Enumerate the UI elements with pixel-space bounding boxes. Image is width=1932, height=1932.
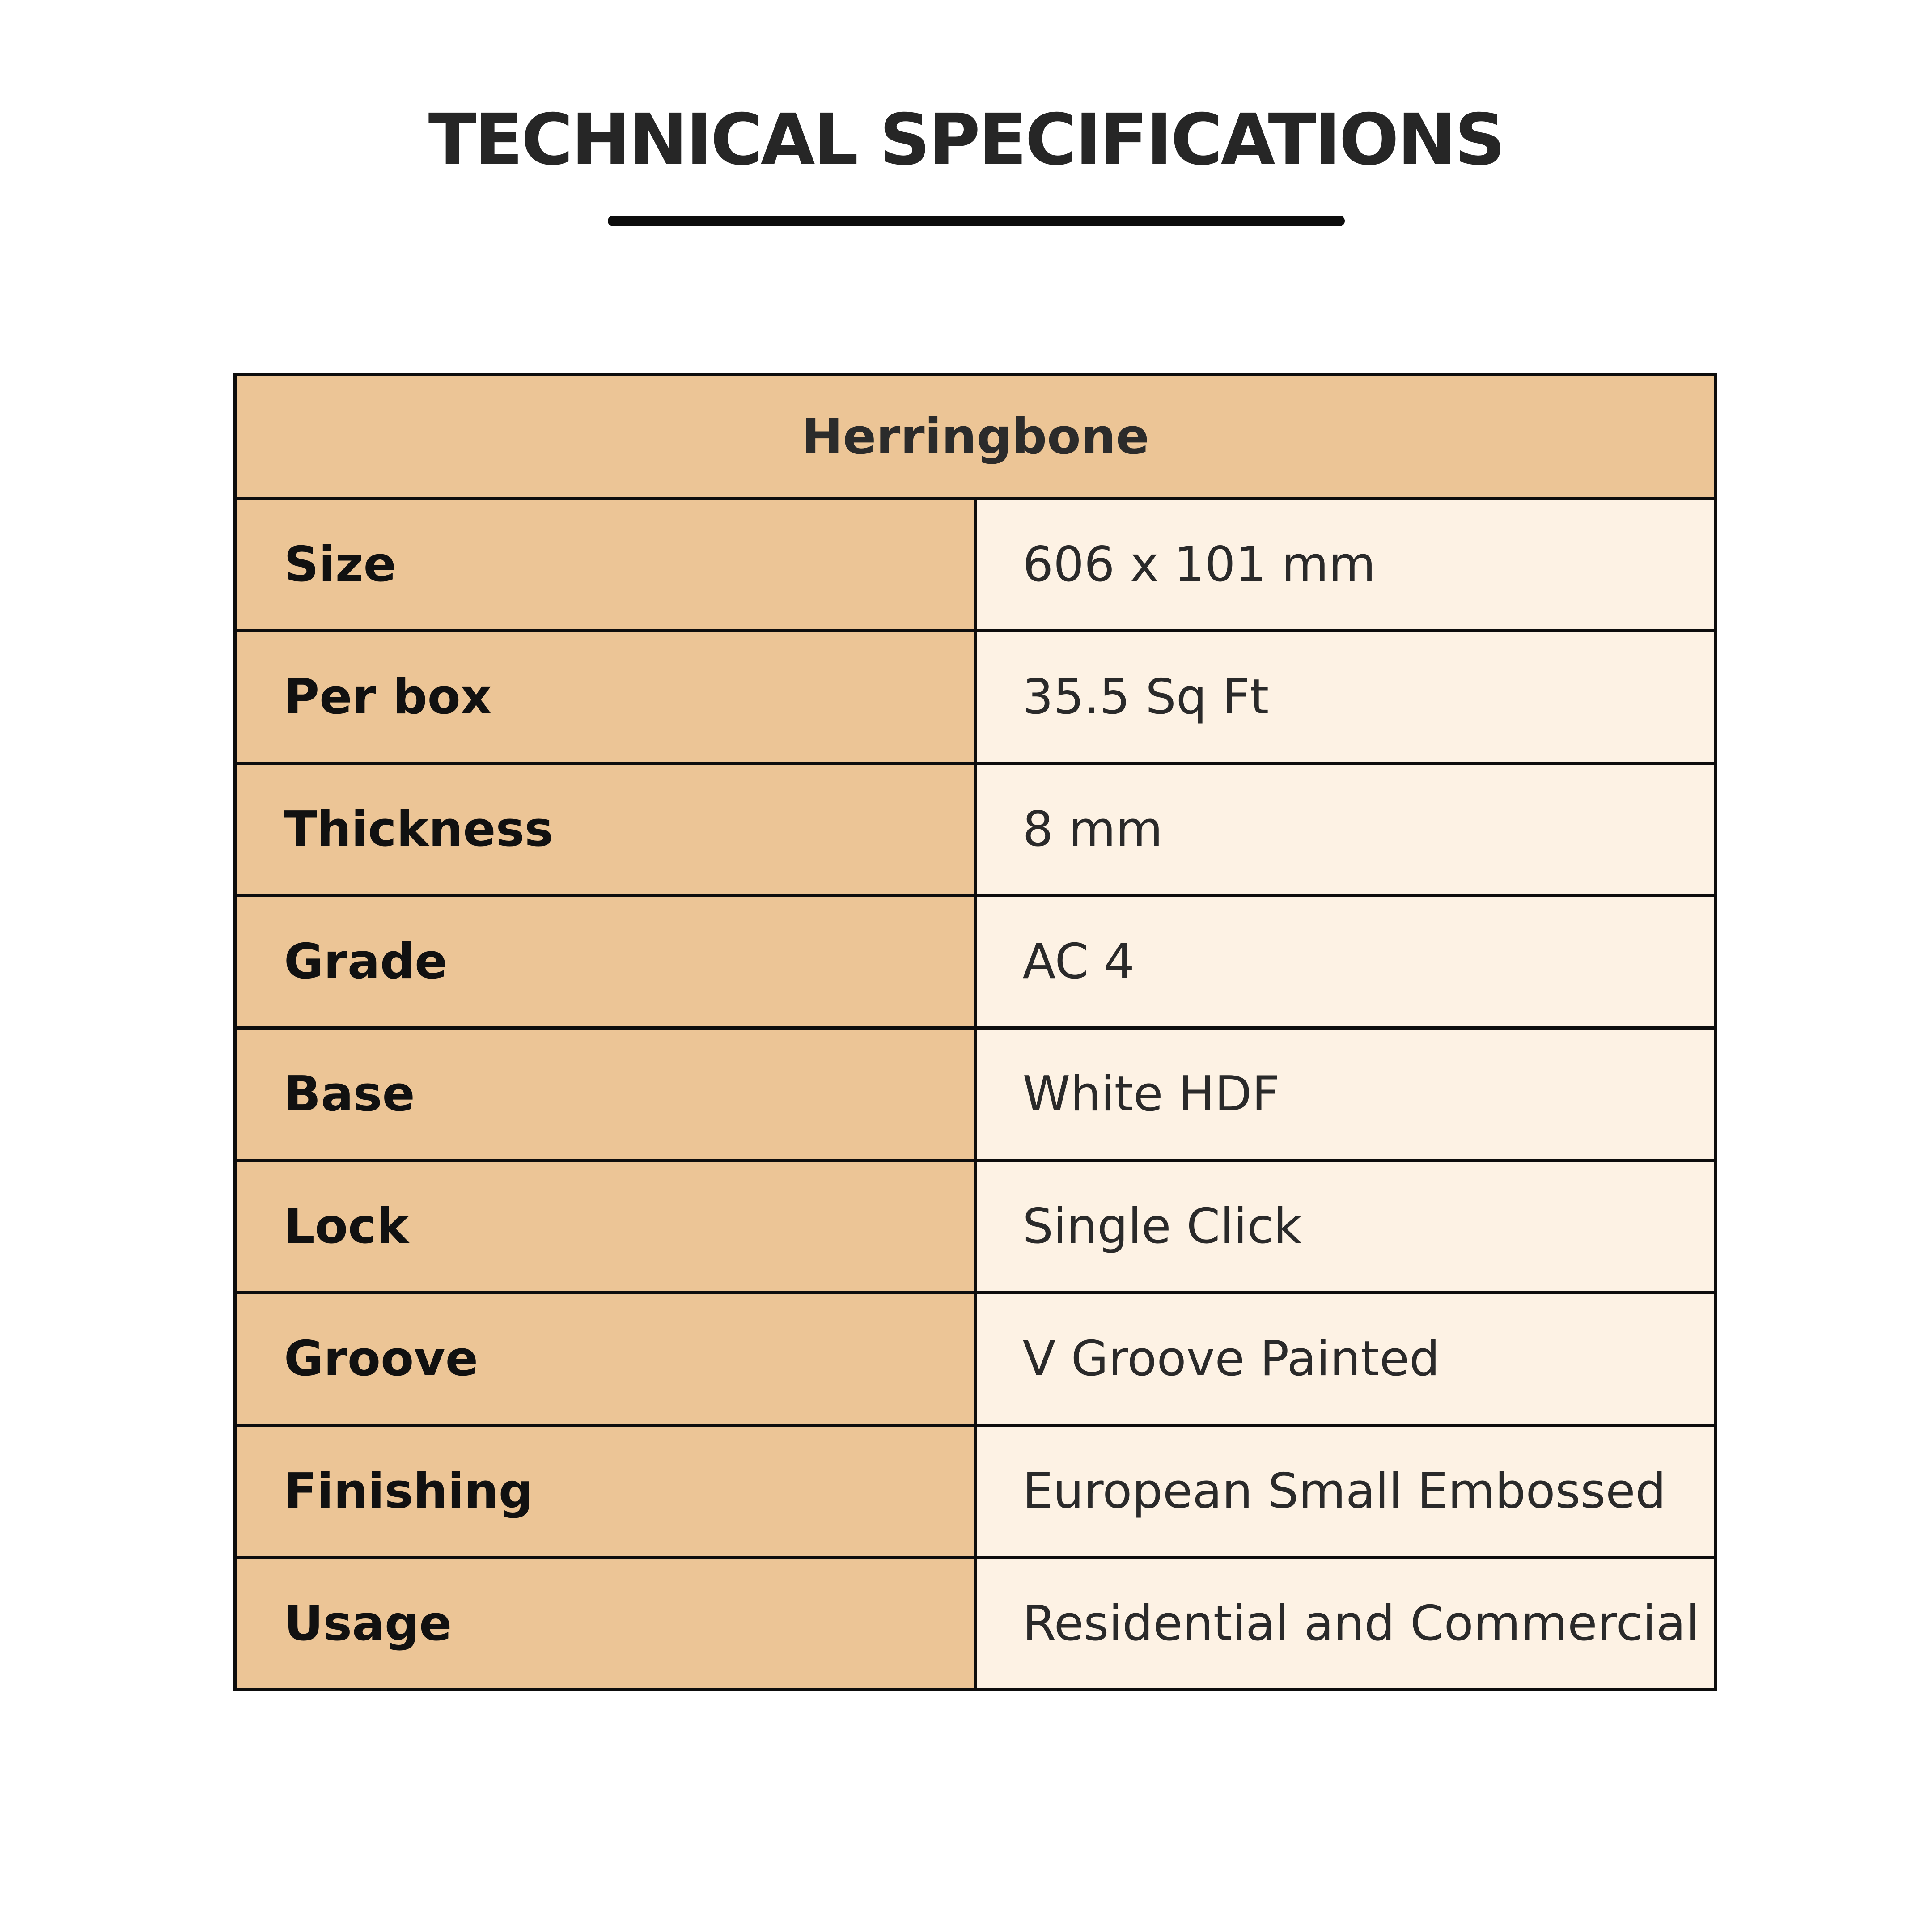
spec-label-usage: Usage: [235, 1558, 976, 1690]
spec-label-grade: Grade: [235, 896, 976, 1028]
table-row: [235, 631, 1716, 763]
spec-label-finishing: Finishing: [235, 1425, 976, 1558]
title-underline: [608, 216, 1345, 226]
table-row: [235, 499, 1716, 631]
table-row: [235, 1161, 1716, 1293]
spec-label-per-box: Per box: [235, 631, 976, 763]
spec-label-size: Size: [235, 499, 976, 631]
spec-value-groove: V Groove Painted: [975, 1293, 1716, 1425]
table-header-row: [235, 375, 1716, 499]
spec-value-size: 606 x 101 mm: [975, 499, 1716, 631]
page-title: TECHNICAL SPECIFICATIONS: [428, 99, 1504, 181]
spec-value-grade: AC 4: [975, 896, 1716, 1028]
spec-label-groove: Groove: [235, 1293, 976, 1425]
spec-table: [233, 373, 1717, 1691]
spec-value-lock: Single Click: [975, 1161, 1716, 1293]
spec-value-usage: Residential and Commercial: [975, 1558, 1716, 1690]
table-row: [235, 1425, 1716, 1558]
spec-value-per-box: 35.5 Sq Ft: [975, 631, 1716, 763]
spec-value-base: White HDF: [975, 1028, 1716, 1161]
spec-label-lock: Lock: [235, 1161, 976, 1293]
table-row: [235, 763, 1716, 896]
spec-label-thickness: Thickness: [235, 763, 976, 896]
table-row: [235, 1558, 1716, 1690]
table-header: Herringbone: [235, 375, 1716, 499]
table-row: [235, 1028, 1716, 1161]
table-row: [235, 1293, 1716, 1425]
table-row: [235, 896, 1716, 1028]
spec-value-thickness: 8 mm: [975, 763, 1716, 896]
spec-value-finishing: European Small Embossed: [975, 1425, 1716, 1558]
spec-label-base: Base: [235, 1028, 976, 1161]
